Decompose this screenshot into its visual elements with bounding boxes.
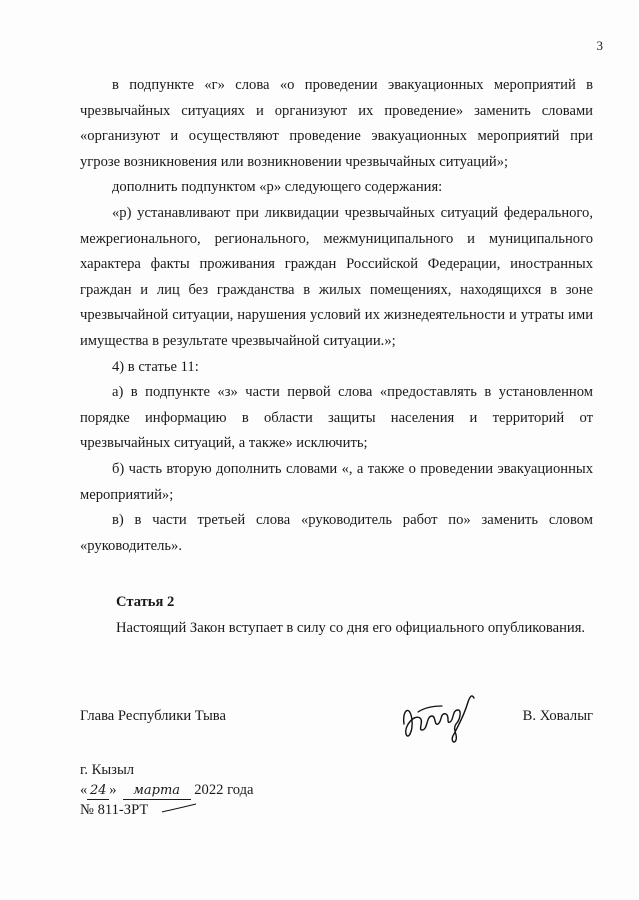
city: г. Кызыл [80,762,135,778]
paragraph-5: а) в подпункте «з» части первой слова «предоставлять в установленном порядке информацию в области защиты населения и территорий от чрезвычайных ситуаций, а также» исключить; [80,384,593,452]
handwritten-signature [398,690,478,746]
document-body [80,73,593,559]
page-number: 3 [596,38,603,53]
paragraph-2: дополнить подпунктом «р» следующего содержания: [112,179,443,196]
paragraph-1: в подпункте «г» слова «о проведении эвакуационных мероприятий в чрезвычайных ситуациях и организуют их проведение» заменить словами «организуют и осуществляют проведение эвакуационных мероприятий при угрозе возникновения или возникновении чрезвычайных ситуаций»; [80,77,593,170]
signatory-title: Глава Республики Тыва [80,708,226,724]
paragraph-6: б) часть вторую дополнить словами «, а также о проведении эвакуационных мероприятий»; [80,460,593,503]
date-month: марта [123,783,191,800]
adoption-date [80,780,254,800]
date-day: 24 [87,783,109,800]
date-close-quote: » [109,782,117,798]
article-2 [80,590,593,641]
paragraph-4: 4) в статье 11: [112,358,199,375]
date-open-quote: « [80,782,88,798]
signatory-name: В. Ховалыг [522,708,593,724]
article-heading: Статья 2 [116,594,175,610]
signature-block [80,690,593,740]
handwritten-stroke [160,802,200,814]
date-year: 2022 года [194,782,254,798]
paragraph-7: в) в части третьей слова «руководитель работ по» заменить словом «руководитель». [80,512,593,554]
paragraph-3: «р) устанавливают при ликвидации чрезвычайных ситуаций федерального, межрегионального, регионального, межмуниципального и муниципального характера факты проживания граждан Российской Федерации, иностранных граждан и лиц без гражданства в жилых помещениях, находящихся в зоне чрезвычайной ситуации, нарушения условий их жизнедеятельности и утраты ими имущества в результате чрезвычайной ситуации.»; [80,204,593,349]
document-footer [80,760,254,820]
law-number: № 811-ЗРТ [80,802,149,818]
article-text: Настоящий Закон вступает в силу со дня его официального опубликования. [116,619,586,636]
